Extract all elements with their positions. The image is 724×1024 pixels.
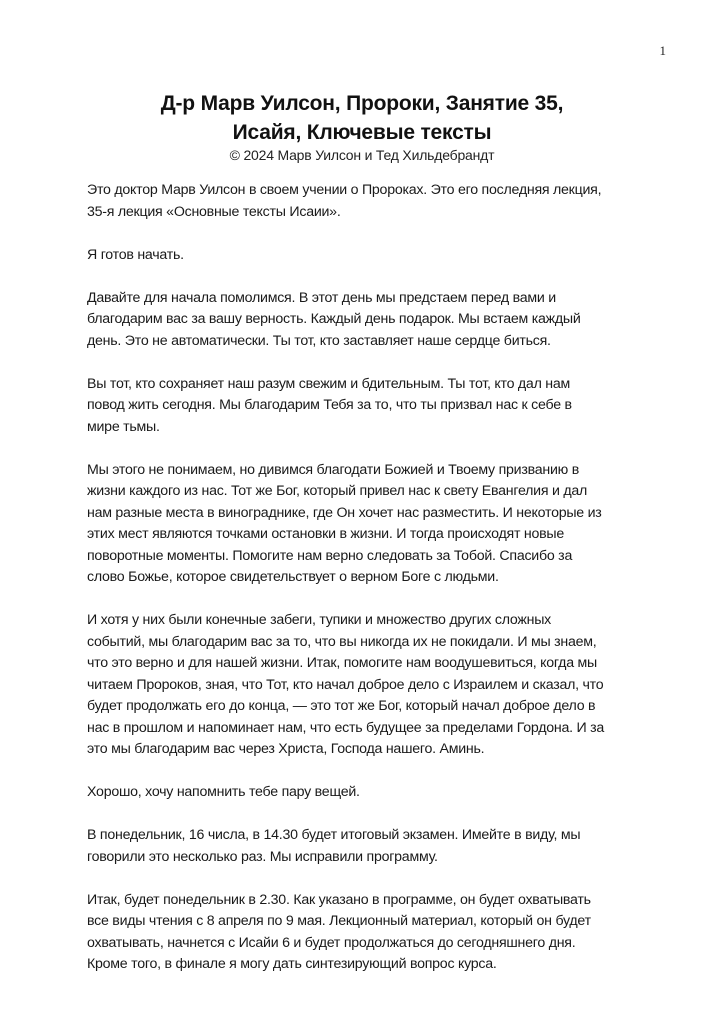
text-line: этих мест являются точками остановки в жизни. И тогда происходят новые bbox=[87, 526, 564, 542]
document-title bbox=[0, 89, 724, 147]
title-line: Исайя, Ключевые тексты bbox=[232, 121, 492, 144]
text-line: Давайте для начала помолимся. В этот день мы предстаем перед вами и bbox=[87, 289, 556, 306]
text-line: мире тьмы. bbox=[87, 418, 160, 435]
text-line: жизни каждого из нас. Тот же Бог, который привел нас к свету Евангелия и дал bbox=[87, 483, 588, 499]
text-line: Хорошо, хочу напомнить тебе пару вещей. bbox=[87, 784, 360, 800]
text-line: В понедельник, 16 числа, в 14.30 будет итоговый экзамен. Имейте в виду, мы bbox=[87, 827, 581, 843]
document-body bbox=[87, 180, 657, 997]
text-line: нас в прошлом и напоминает нам, что есть будущее за пределами Гордона. И за bbox=[87, 719, 605, 736]
text-line: 35-я лекция «Основные тексты Исаии». bbox=[87, 203, 341, 220]
text-line: будет продолжать его до конца, — это тот же Бог, который начал доброе дело в bbox=[87, 698, 596, 714]
text-line: читаем Пророков, зная, что Тот, кто начал доброе дело с Израилем и сказал, что bbox=[87, 676, 604, 693]
text-line: Это доктор Марв Уилсон в своем учении о Пророках. Это его последняя лекция, bbox=[87, 182, 602, 198]
paragraph bbox=[87, 180, 657, 223]
text-line: Я готов начать. bbox=[87, 246, 184, 263]
text-line: событий, мы благодарим вас за то, что вы никогда их не покидали. И мы знаем, bbox=[87, 633, 597, 650]
text-line: благодарим вас за вашу верность. Каждый день подарок. Мы встаем каждый bbox=[87, 311, 581, 327]
text-line: Кроме того, в финале я могу дать синтезирующий вопрос курса. bbox=[87, 956, 497, 972]
paragraph bbox=[87, 460, 657, 589]
paragraph bbox=[87, 245, 657, 267]
text-line: повод жить сегодня. Мы благодарим Тебя за то, что ты призвал нас к себе в bbox=[87, 397, 572, 413]
title-line: Д-р Марв Уилсон, Пророки, Занятие 35, bbox=[160, 92, 564, 115]
paragraph bbox=[87, 610, 657, 761]
text-line: что это верно и для нашей жизни. Итак, помогите нам воодушевиться, когда мы bbox=[87, 655, 597, 671]
page-number: 1 bbox=[659, 43, 666, 58]
paragraph bbox=[87, 890, 657, 976]
text-line: слово Божье, которое свидетельствует о верном Боге с людьми. bbox=[87, 569, 499, 585]
text-line: все виды чтения с 8 апреля по 9 мая. Лекционный материал, который он будет bbox=[87, 913, 591, 929]
paragraph bbox=[87, 825, 657, 868]
text-line: поворотные моменты. Помогите нам верно следовать за Тобой. Спасибо за bbox=[87, 547, 573, 564]
text-line: говорили это несколько раз. Мы исправили программу. bbox=[87, 848, 438, 865]
text-line: Вы тот, кто сохраняет наш разум свежим и бдительным. Ты тот, кто дал нам bbox=[87, 375, 571, 392]
copyright-line: © 2024 Марв Уилсон и Тед Хильдебрандт bbox=[229, 147, 495, 163]
text-line: Мы этого не понимаем, но дивимся благодати Божией и Твоему призванию в bbox=[87, 461, 579, 478]
text-line: это мы благодарим вас через Христа, Господа нашего. Аминь. bbox=[87, 741, 485, 757]
text-line: день. Это не автоматически. Ты тот, кто заставляет наше сердце биться. bbox=[87, 332, 551, 349]
paragraph bbox=[87, 782, 657, 804]
text-line: нам разные места в винограднике, где Он хочет нас разместить. И некоторые из bbox=[87, 504, 602, 521]
text-line: охватывать, начнется с Исайи 6 и будет продолжаться до сегодняшнего дня. bbox=[87, 934, 576, 951]
paragraph bbox=[87, 288, 657, 353]
paragraph bbox=[87, 374, 657, 439]
text-line: Итак, будет понедельник в 2.30. Как указано в программе, он будет охватывать bbox=[87, 891, 591, 908]
text-line: И хотя у них были конечные забеги, тупики и множество других сложных bbox=[87, 612, 551, 628]
